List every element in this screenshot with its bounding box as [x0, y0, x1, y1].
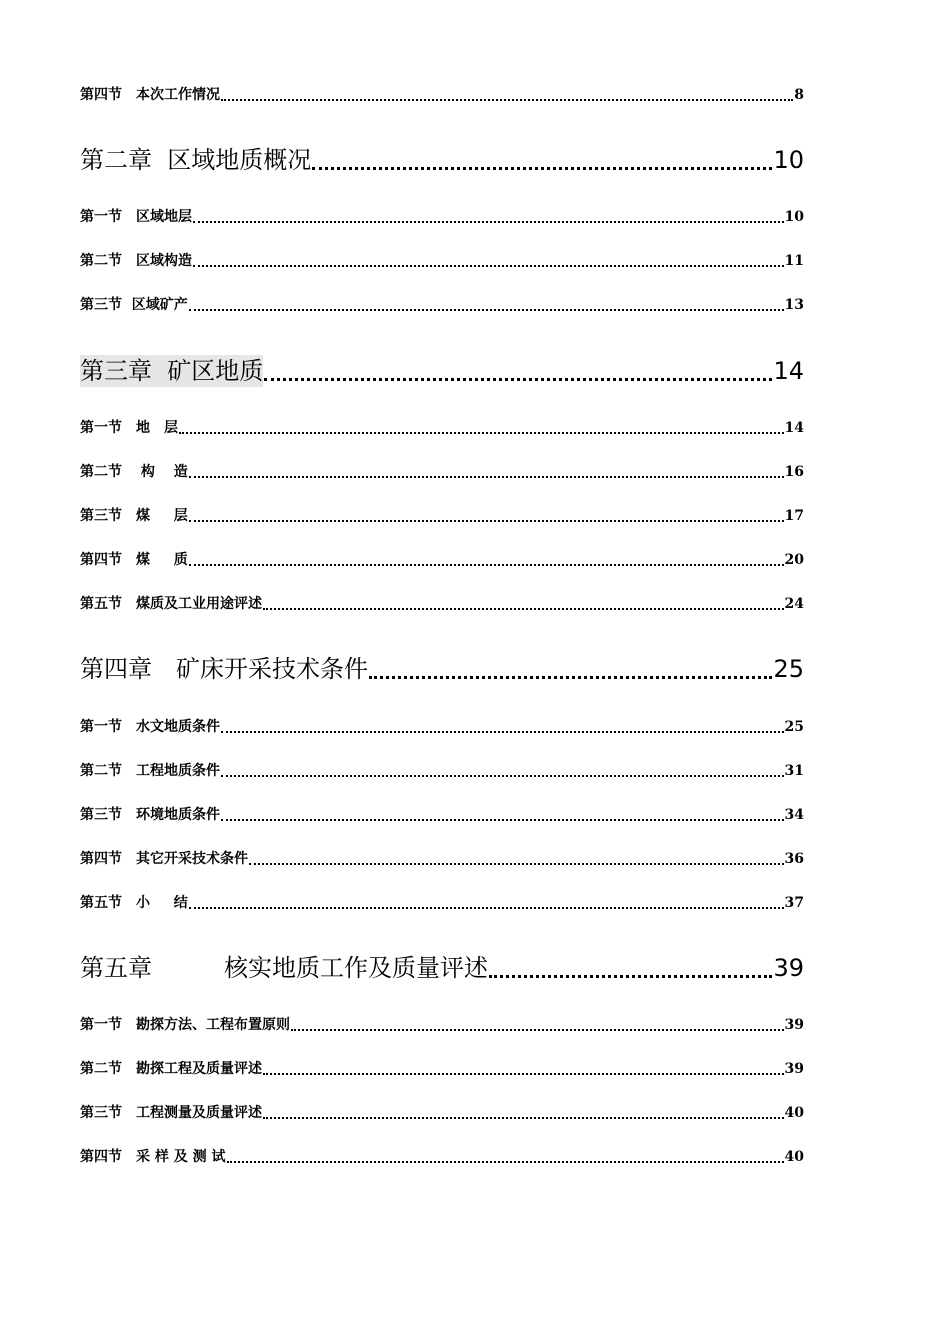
- dot-leader: [263, 608, 784, 610]
- toc-label: 第四节 本次工作情况: [80, 87, 220, 103]
- toc-label: 第四节 采 样 及 测 试: [80, 1149, 226, 1165]
- toc-label: 第二节 构 造: [80, 464, 188, 480]
- dot-leader: [263, 1117, 784, 1119]
- dot-leader: [189, 476, 784, 478]
- toc-label: 第四章 矿床开采技术条件: [80, 655, 368, 683]
- toc-page-number: 10: [784, 209, 804, 225]
- toc-page-number: 37: [784, 895, 804, 911]
- toc-page-number: 14: [773, 357, 804, 385]
- toc-entry-section[interactable]: [80, 506, 804, 526]
- dot-leader: [189, 907, 784, 909]
- toc-page-number: 34: [784, 807, 804, 823]
- dot-leader: [263, 1073, 784, 1075]
- dot-leader: [221, 99, 793, 101]
- dot-leader: [221, 819, 784, 821]
- toc-entry-chapter[interactable]: [80, 355, 804, 387]
- toc-label: 第五节 小 结: [80, 895, 188, 911]
- dot-leader: [264, 378, 772, 381]
- toc-label: 第一节 地 层: [80, 420, 178, 436]
- dot-leader: [179, 432, 784, 434]
- dot-leader: [291, 1029, 784, 1031]
- toc-page-number: 17: [784, 508, 804, 524]
- toc-label: 第三节 工程测量及质量评述: [80, 1105, 262, 1121]
- toc-page-number: 24: [784, 596, 804, 612]
- toc-entry-chapter[interactable]: [80, 952, 804, 984]
- toc-entry-section[interactable]: [80, 1059, 804, 1079]
- toc-label: 第一节 水文地质条件: [80, 719, 220, 735]
- toc-page-number: 8: [794, 87, 804, 103]
- toc-label: 第二节 工程地质条件: [80, 763, 220, 779]
- toc-entry-section[interactable]: [80, 295, 804, 315]
- toc-label: 第四节 煤 质: [80, 552, 188, 568]
- toc-entry-section[interactable]: [80, 893, 804, 913]
- toc-entry-section[interactable]: [80, 761, 804, 781]
- toc-entry-section[interactable]: [80, 251, 804, 271]
- toc-page-number: 25: [773, 655, 804, 683]
- toc-entry-section[interactable]: [80, 418, 804, 438]
- toc-label: 第五节 煤质及工业用途评述: [80, 596, 262, 612]
- toc-entry-section[interactable]: [80, 1015, 804, 1035]
- toc-entry-chapter[interactable]: [80, 653, 804, 685]
- toc-entry-section[interactable]: [80, 462, 804, 482]
- toc-page-number: 39: [784, 1061, 804, 1077]
- toc-page-number: 20: [784, 552, 804, 568]
- toc-page-number: 40: [784, 1149, 804, 1165]
- dot-leader: [249, 863, 784, 865]
- toc-entry-section[interactable]: [80, 849, 804, 869]
- toc-label: 第二节 区域构造: [80, 253, 192, 269]
- dot-leader: [193, 265, 784, 267]
- toc-entry-section[interactable]: [80, 717, 804, 737]
- dot-leader: [369, 676, 772, 679]
- dot-leader: [221, 775, 784, 777]
- dot-leader: [193, 221, 784, 223]
- toc-page-number: 25: [784, 719, 804, 735]
- toc-entry-section[interactable]: [80, 85, 804, 105]
- toc-label: 第三章 矿区地质: [80, 357, 264, 385]
- toc-label: 第一节 区域地层: [80, 209, 192, 225]
- toc-entry-section[interactable]: [80, 207, 804, 227]
- toc-entry-section[interactable]: [80, 550, 804, 570]
- toc-page-number: 11: [784, 253, 804, 269]
- toc-label: 第二章 区域地质概况: [80, 146, 312, 174]
- dot-leader: [312, 167, 772, 170]
- toc-label: 第二节 勘探工程及质量评述: [80, 1061, 262, 1077]
- toc-page-number: 39: [784, 1017, 804, 1033]
- toc-label: 第三节 煤 层: [80, 508, 188, 524]
- dot-leader: [489, 975, 772, 978]
- toc-label: 第三节 环境地质条件: [80, 807, 220, 823]
- toc-page-number: 13: [784, 297, 804, 313]
- toc-entry-section[interactable]: [80, 594, 804, 614]
- dot-leader: [221, 731, 784, 733]
- toc-entry-section[interactable]: [80, 805, 804, 825]
- toc-page-number: 40: [784, 1105, 804, 1121]
- toc-entry-section[interactable]: [80, 1103, 804, 1123]
- toc-label: 第三节 区域矿产: [80, 297, 188, 313]
- toc-label: 第五章 核实地质工作及质量评述: [80, 954, 488, 982]
- toc-page-number: 16: [784, 464, 804, 480]
- dot-leader: [227, 1161, 784, 1163]
- toc-page-number: 36: [784, 851, 804, 867]
- toc-page-number: 39: [773, 954, 804, 982]
- toc-label: 第一节 勘探方法、工程布置原则: [80, 1017, 290, 1033]
- toc-page-number: 14: [784, 420, 804, 436]
- dot-leader: [189, 309, 784, 311]
- toc-entry-section[interactable]: [80, 1147, 804, 1167]
- toc-label: 第四节 其它开采技术条件: [80, 851, 248, 867]
- dot-leader: [189, 520, 784, 522]
- dot-leader: [189, 564, 784, 566]
- toc-page-number: 10: [773, 146, 804, 174]
- toc-entry-chapter[interactable]: [80, 144, 804, 176]
- toc-page-number: 31: [784, 763, 804, 779]
